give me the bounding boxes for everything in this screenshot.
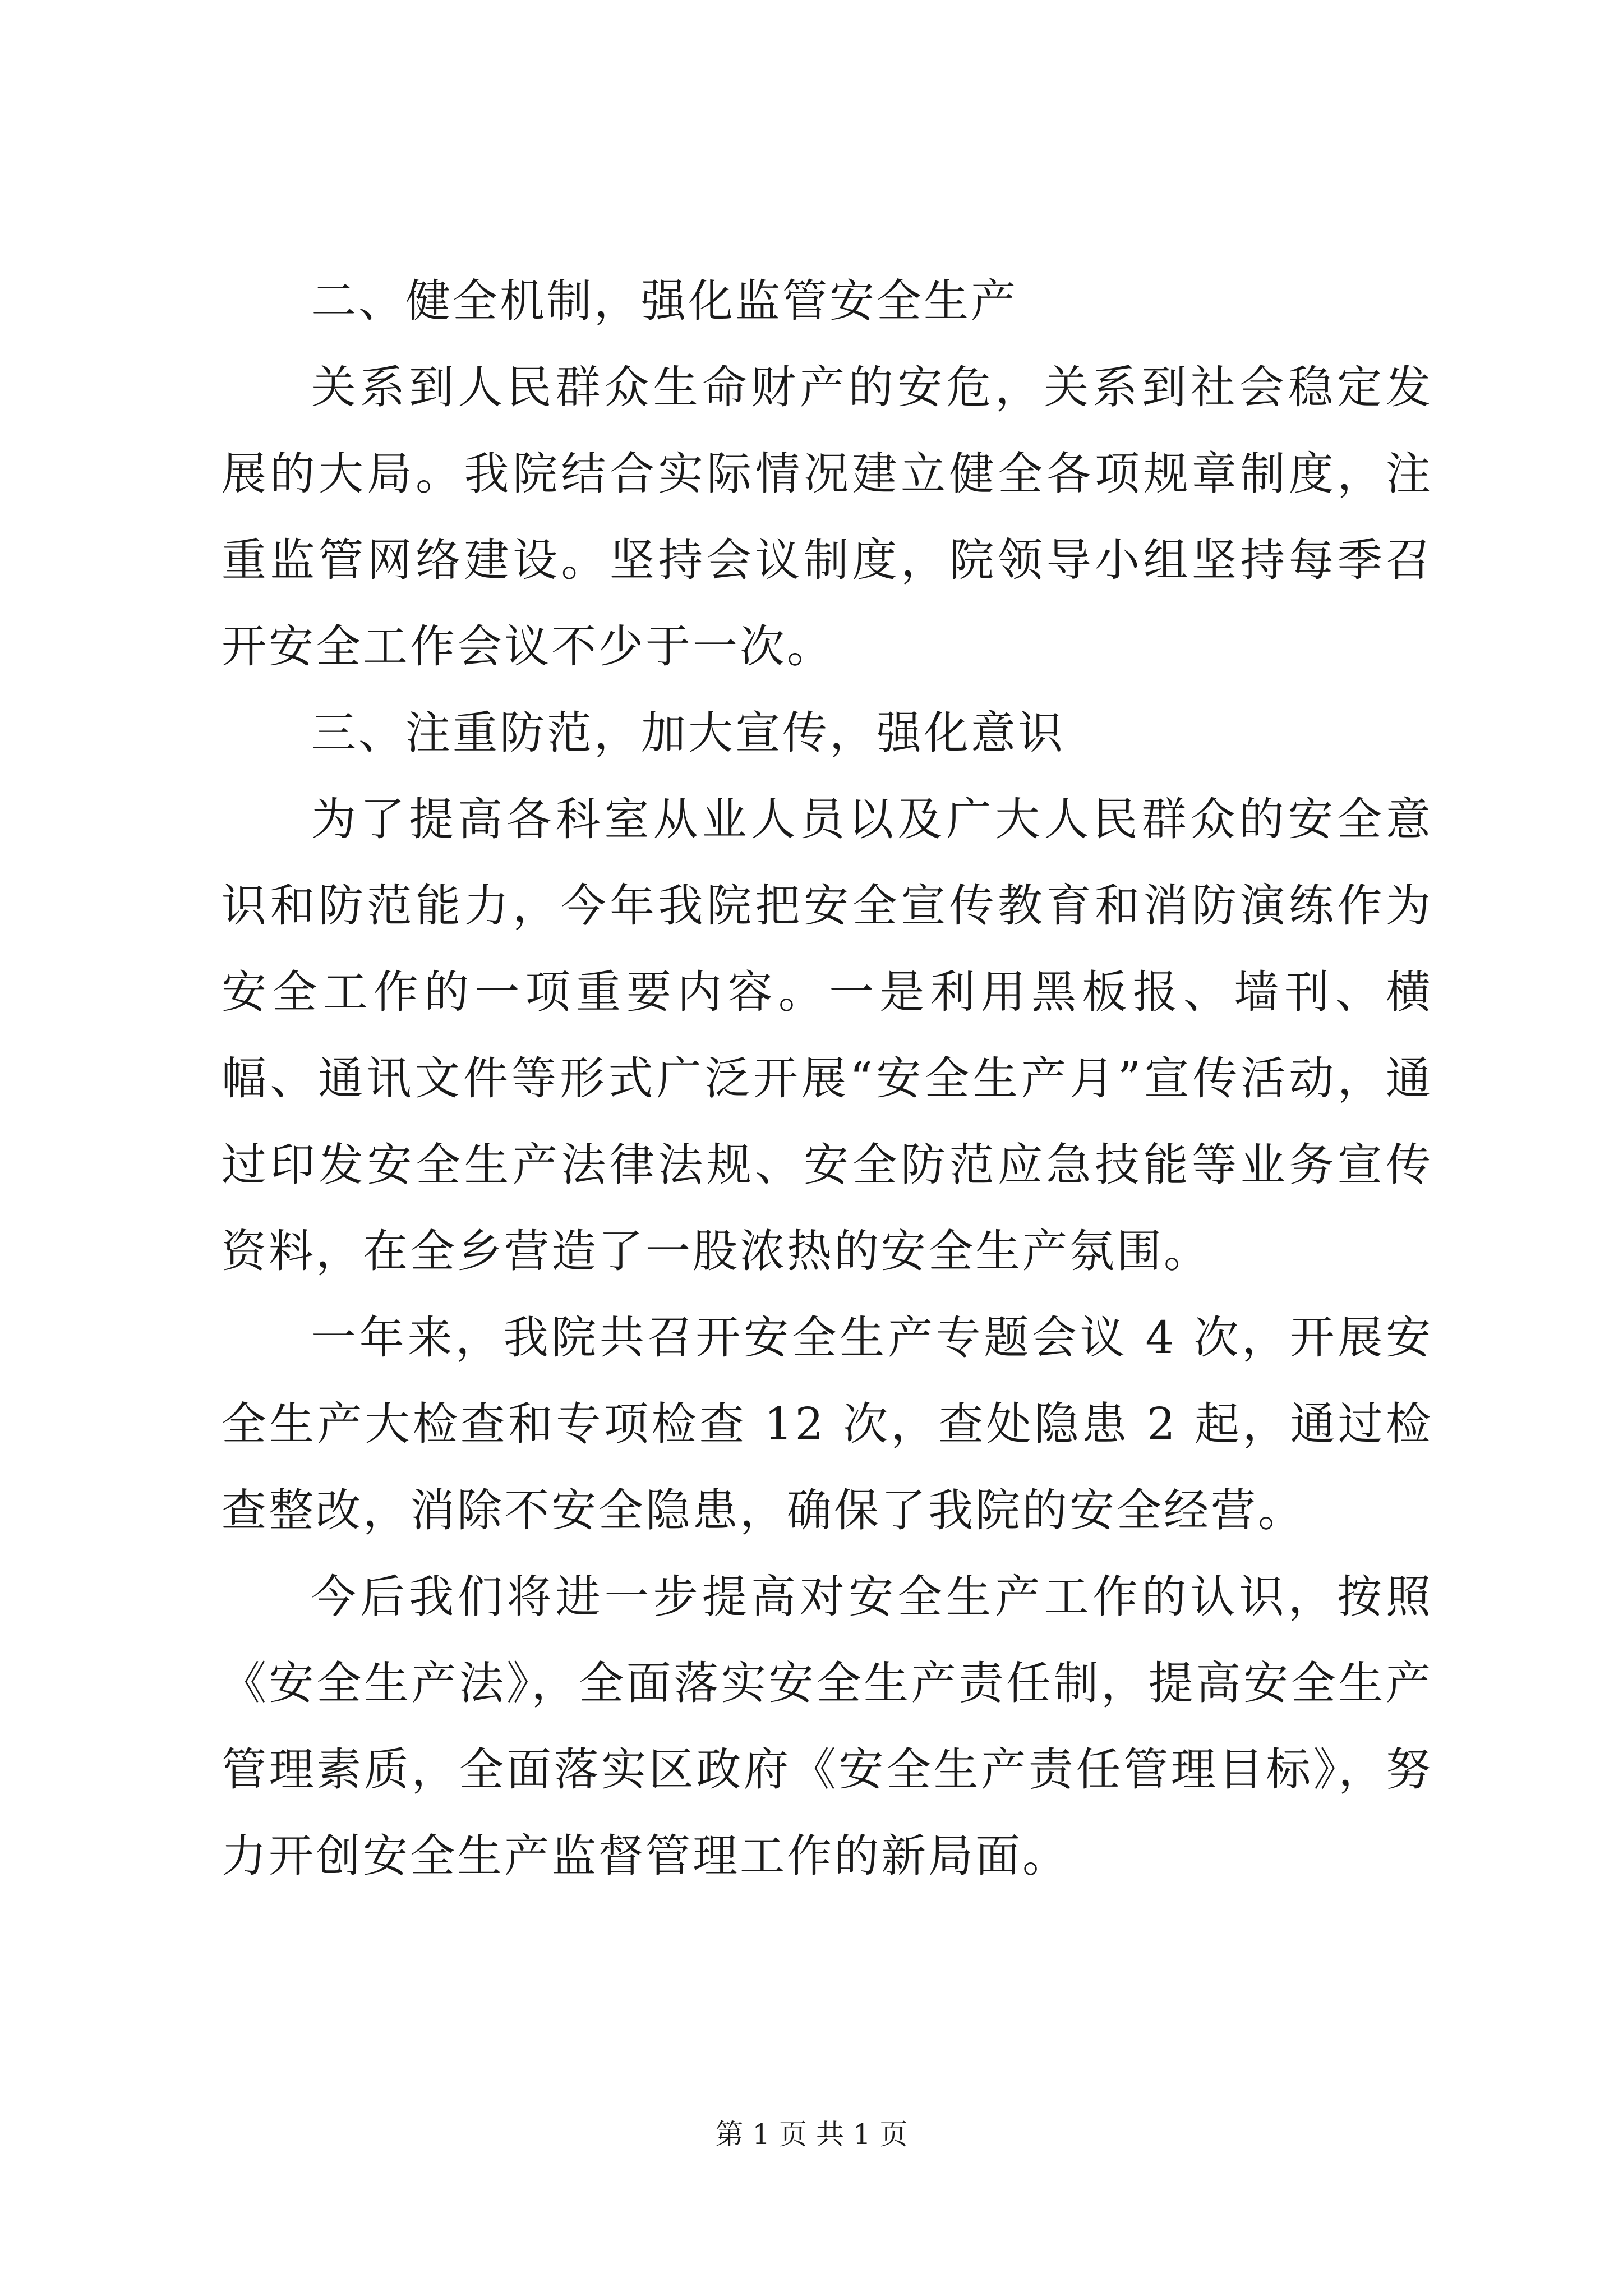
document-body <box>222 258 1433 1899</box>
paragraph-annual-summary: 一年来，我院共召开安全生产专题会议 4 次，开展安全生产大检查和专项检查 12 次，查处隐患 2 起，通过检查整改，消除不安全隐患，确保了我院的安全经营。 <box>222 1312 1433 1536</box>
section-heading-mechanism: 二、健全机制，强化监管安全生产 <box>311 275 1018 327</box>
page-number-footer: 第 1 页 共 1 页 <box>715 2118 908 2151</box>
paragraph-mechanism: 关系到人民群众生命财产的安危，关系到社会稳定发展的大局。我院结合实际情况建立健全各项规章制度，注重监管网络建设。坚持会议制度，院领导小组坚持每季召开安全工作会议不少于一次。 <box>222 361 1433 673</box>
paragraph-prevention: 为了提高各科室从业人员以及广大人民群众的安全意识和防范能力，今年我院把安全宣传教育和消防演练作为安全工作的一项重要内容。一是利用黑板报、墙刊、横幅、通讯文件等形式广泛开展“安全生产月”宣传活动，通过印发安全生产法律法规、安全防范应急技能等业务宣传资料，在全乡营造了一股浓热的安全生产氛围。 <box>222 793 1433 1277</box>
section-heading-prevention: 三、注重防范，加大宣传，强化意识 <box>311 707 1065 759</box>
paragraph-future-plan: 今后我们将进一步提高对安全生产工作的认识，按照《安全生产法》，全面落实安全生产责任制，提高安全生产管理素质，全面落实区政府《安全生产责任管理目标》，努力开创安全生产监督管理工作的新局面。 <box>222 1571 1433 1882</box>
